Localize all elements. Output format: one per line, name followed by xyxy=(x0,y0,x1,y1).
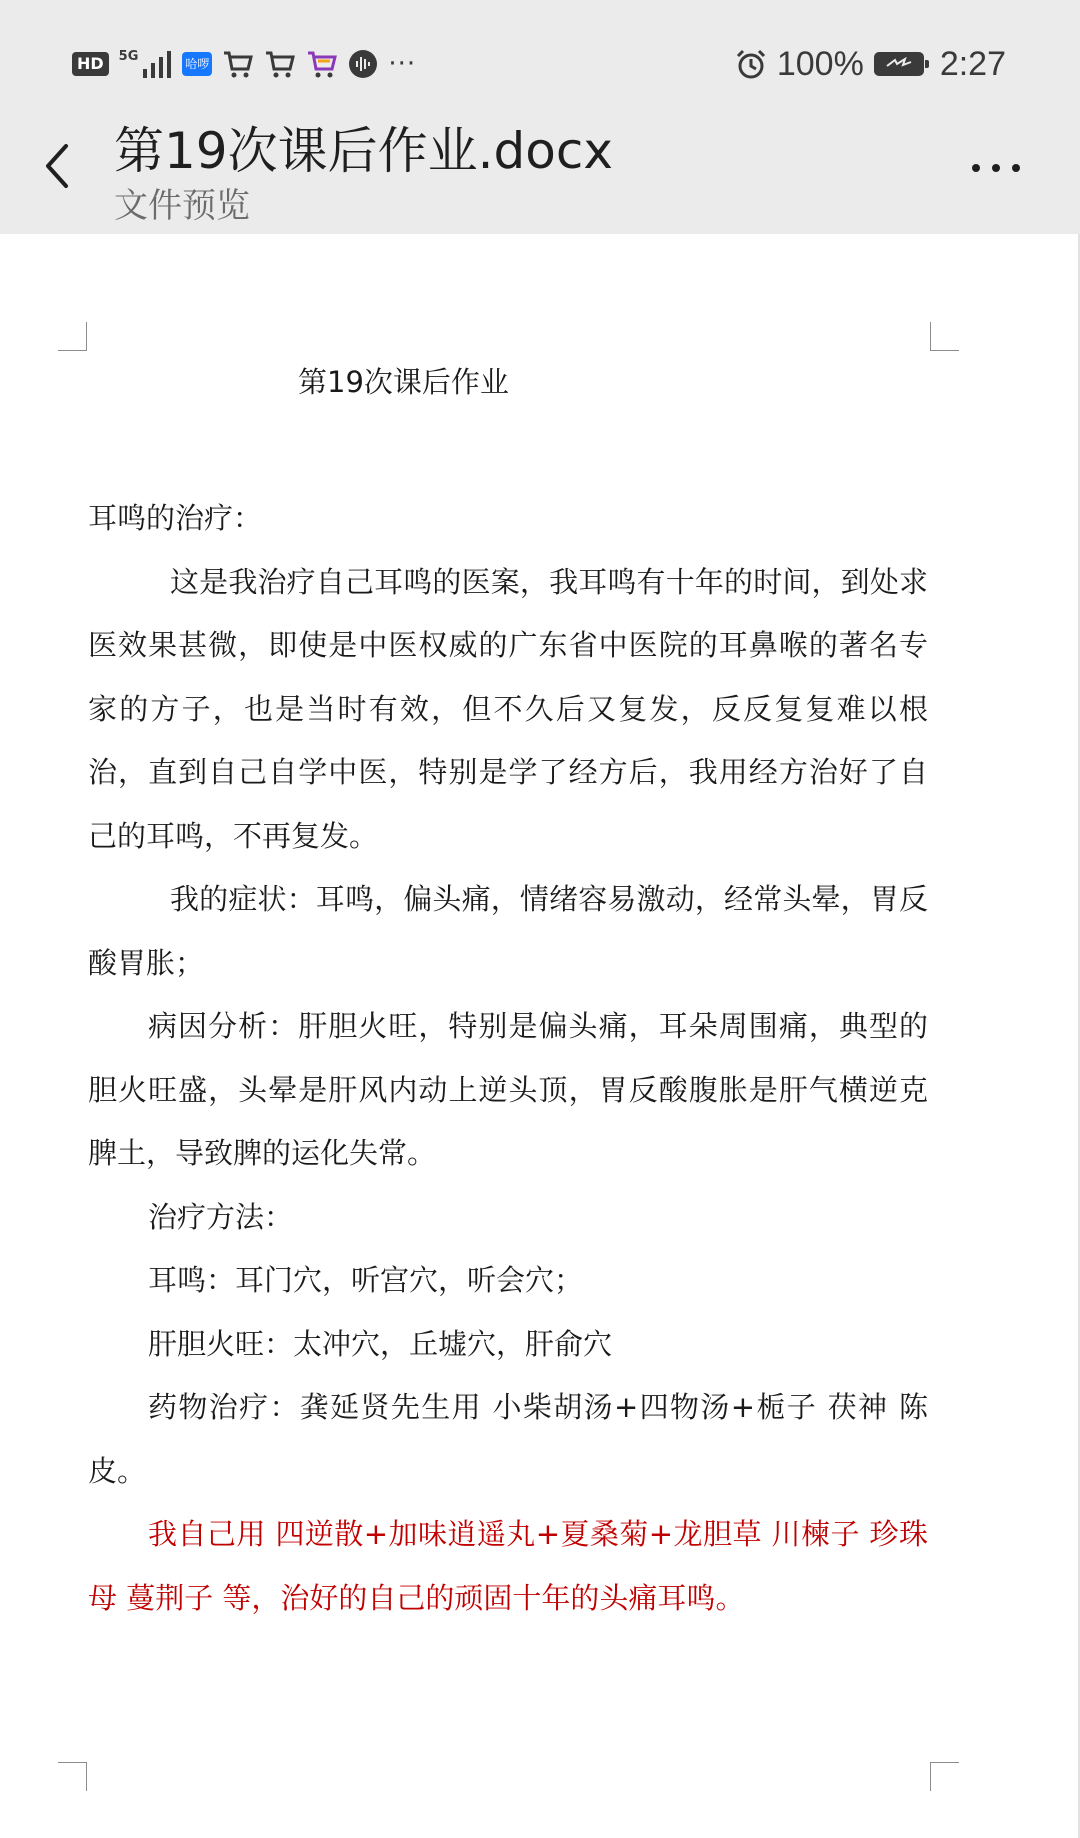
document-viewer[interactable] xyxy=(0,234,1080,1838)
margin-corner-top-right xyxy=(930,322,959,351)
paragraph-treatment-title: 治疗方法： xyxy=(148,1199,294,1234)
margin-corner-bottom-right xyxy=(930,1762,959,1791)
paragraph-symptoms: 我的症状：耳鸣，偏头痛，情绪容易激动，经常头晕，胃反酸胃胀； xyxy=(88,882,928,980)
network-type: 5G xyxy=(118,48,139,64)
document-body xyxy=(88,487,928,1630)
alarm-clock-icon xyxy=(735,48,767,80)
back-button[interactable] xyxy=(36,136,80,196)
hd-voice-icon: HD xyxy=(72,52,109,76)
signal-icon xyxy=(142,49,172,79)
status-bar xyxy=(0,0,1080,118)
status-left-icons xyxy=(72,46,416,82)
page-title: 第19次课后作业.docx xyxy=(114,122,613,180)
battery-percentage: 100% xyxy=(776,44,864,83)
margin-corner-top-left xyxy=(58,322,87,351)
more-notifications-icon: ··· xyxy=(388,49,417,79)
paragraph-liver-points: 肝胆火旺：太冲穴，丘墟穴，肝俞穴 xyxy=(148,1326,613,1361)
audio-wave-icon xyxy=(348,49,378,79)
app-header xyxy=(0,118,1080,234)
shopping-cart-icon xyxy=(264,49,296,79)
paragraph-case-intro: 这是我治疗自己耳鸣的医案，我耳鸣有十年的时间，到处求医效果甚微，即使是中医权威的广东省中医院的耳鼻喉的著名专家的方子，也是当时有效，但不久后又复发，反反复复难以根治，直到自己自学中医，特别是学了经方后，我用经方治好了自己的耳鸣，不再复发。 xyxy=(88,564,928,853)
shopping-cart-icon xyxy=(222,49,254,79)
shopping-cart-icon xyxy=(306,49,338,79)
document-heading: 第19次课后作业 xyxy=(298,365,509,399)
battery-charging-icon xyxy=(874,52,924,76)
hello-app-icon: 哈啰 xyxy=(182,52,212,76)
paragraph-tinnitus-points: 耳鸣：耳门穴，听宫穴，听会穴； xyxy=(148,1263,584,1297)
margin-corner-bottom-left xyxy=(58,1762,87,1791)
more-options-button[interactable] xyxy=(968,148,1024,188)
page-subtitle: 文件预览 xyxy=(114,186,250,226)
paragraph-section-title: 耳鸣的治疗： xyxy=(88,501,263,535)
more-horizontal-icon xyxy=(972,164,1020,172)
paragraph-medication: 药物治疗：龚延贤先生用 小柴胡汤+四物汤+栀子 茯神 陈皮。 xyxy=(88,1390,928,1488)
status-right-icons xyxy=(735,42,1006,86)
status-clock: 2:27 xyxy=(939,44,1006,83)
paragraph-cause-analysis: 病因分析：肝胆火旺，特别是偏头痛，耳朵周围痛，典型的胆火旺盛，头晕是肝风内动上逆头顶，胃反酸腹胀是肝气横逆克脾土，导致脾的运化失常。 xyxy=(88,1009,928,1170)
paragraph-own-prescription: 我自己用 四逆散+加味逍遥丸+夏桑菊+龙胆草 川楝子 珍珠母 蔓荆子 等，治好的自己的顽固十年的头痛耳鸣。 xyxy=(88,1517,928,1615)
chevron-left-icon xyxy=(48,146,66,186)
